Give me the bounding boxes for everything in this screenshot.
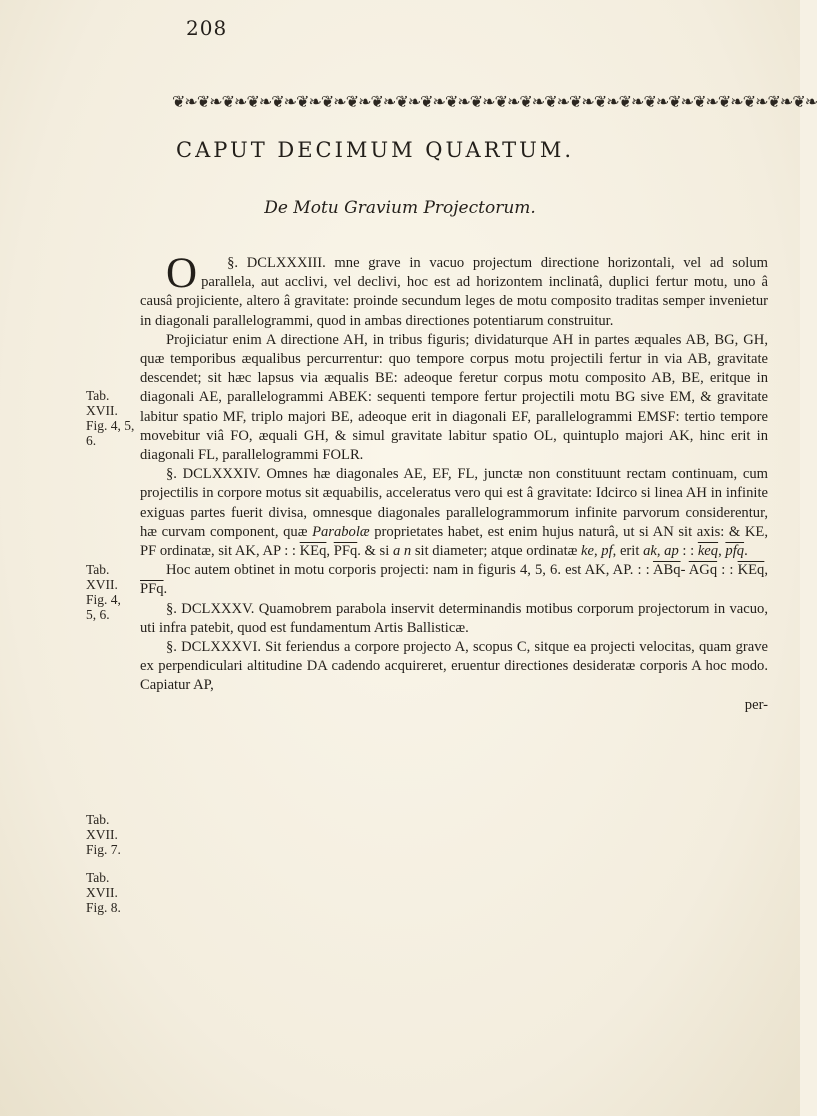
overlined-term: $\overline{PFq}$ <box>333 543 358 560</box>
overlined-term: $\overline{PFq}$ <box>140 581 164 598</box>
paragraph-text: Quamobrem parabola inservit determinandis motibus corporum projectorum in vacuo, uti infra patebit, quod est fundamentum Artis Ballisticæ. <box>140 600 768 636</box>
paragraph-text: , erit <box>612 543 640 560</box>
ornamental-headband: ❦❧❦❧❦❧❦❧❦❧❦❧❦❧❦❧❦❧❦❧❦❧❦❧❦❧❦❧❦❧❦❧❦❧❦❧❦❧❦❧❦❧❦❧❦❧❦❧❦❧❦❧ <box>172 92 817 111</box>
paragraph-685 <box>140 600 768 638</box>
margin-note-line: XVII. <box>86 577 118 592</box>
margin-note-fig-8 <box>86 870 138 915</box>
paragraph-683 <box>140 250 768 331</box>
paragraph-text: : : <box>682 543 695 560</box>
paragraph-text: Projiciatur enim A directione AH, in tribus figuris; dividaturque AH in partes æquales AB, BG, GH, quæ temporibus æqualibus percurrentur: quo tempore corpus motu projectili fertur in via AB, gravitate descendet; sit hæc lapsus via æqualis BE: adeoque feretur corpus motu composito AB, BE, eritque in diagonali AE, parallelogrammi ABEK: sequenti tempore fertur projectili motu BG sive EM, & gravitate labitur spatio MF, triplo majori BE, adeoque erit in diagonali EF, parallelogrammi EMSF: tertio tempore movebitur viâ FO, æquali GH, & simul gravitate labitur spatio OL, quintuplo majori AK, hinc erit in diagonali FL, parallelogrammi FOLR. <box>140 331 768 464</box>
paragraph-text: proprietates habet, est enim hujus naturâ, ut si AN sit axis: & KE, PF ordinatæ, sit AK, AP : : <box>140 523 768 560</box>
margin-note-line: 5, 6. <box>86 607 110 622</box>
margin-note-line: Fig. 8. <box>86 900 121 915</box>
emphasis: pf <box>601 543 613 560</box>
paragraph-684 <box>140 465 768 561</box>
drop-cap: O <box>166 250 198 297</box>
emphasis: a n <box>392 543 412 560</box>
separator: , <box>718 543 722 560</box>
chapter-title: CAPUT DECIMUM QUARTUM. <box>176 138 575 162</box>
overlined-term: $\overline{keq}$ <box>697 543 719 560</box>
overlined-term: $\overline{ABq}$ <box>652 562 681 579</box>
margin-note-fig-4-5-6 <box>86 388 138 448</box>
paragraph-684-continued <box>140 561 768 599</box>
paragraph-text: Hoc autem obtinet in motu corporis projecti: nam in figuris 4, 5, 6. est AK, AP. : : <box>166 562 650 579</box>
chapter-subtitle: De Motu Gravium Projectorum. <box>264 198 536 218</box>
separator: , <box>326 543 331 560</box>
paragraph-686 <box>140 638 768 696</box>
overlined-term: $\overline{KEq}$ <box>299 543 327 560</box>
overlined-term: $\overline{KEq}$ <box>737 562 765 579</box>
margin-note-fig-7 <box>86 812 138 857</box>
section-number: §. DCLXXXV. <box>166 600 255 617</box>
margin-note-line: Tab. <box>86 388 110 403</box>
paragraph-text: Sit feriendus a corpore projecto A, scopus C, sitque ea projecti velocitas, quam grave ex perpendiculari altitudine DA cadendo acquireret, eruentur directiones desideratæ corporis A hoc modo. Capiatur AP, <box>140 639 768 694</box>
paragraph-text: Omnes hæ diagonales AE, EF, FL, junctæ non constituunt rectam continuam, cum projectilis in corpore motus sit æquabilis, acceleratus vero qui est â gravitate: Idcirco si linea AH in infinite exiguas partes fuerit divisa, omnesque diagonales parallelogrammorum infinite parvorum considerentur, hæ curvam component, quæ <box>140 466 768 540</box>
margin-note-line: XVII. <box>86 827 118 842</box>
separator: , <box>656 543 661 560</box>
separator: , <box>593 543 598 560</box>
catchword: per- <box>744 696 768 713</box>
emphasis: ap <box>664 543 679 560</box>
separator: . <box>163 581 168 598</box>
margin-note-line: Tab. <box>86 562 110 577</box>
paragraph-text: . & si <box>357 543 390 560</box>
page-number: 208 <box>186 16 228 40</box>
paragraph-text: : : <box>721 562 734 579</box>
section-number: §. DCLXXXIV. <box>166 466 261 483</box>
catchword-line <box>140 696 768 715</box>
separator: , <box>764 562 768 579</box>
margin-note-line: Fig. 7. <box>86 842 121 857</box>
margin-note-line: 6. <box>86 433 97 448</box>
margin-note-line: Fig. 4, 5, <box>86 418 135 433</box>
section-number: §. DCLXXXIII. <box>227 255 326 271</box>
body-text <box>140 250 768 715</box>
emphasis: ke <box>581 543 594 560</box>
emphasis: Parabolæ <box>312 523 370 540</box>
margin-note-line: Fig. 4, <box>86 592 121 607</box>
overlined-term: $\overline{AGq}$ <box>688 562 718 579</box>
paragraph-text: mne grave in vacuo projectum directione horizontali, vel ad solum parallela, aut acclivi, vel declivi, hoc est ad horizontem inclinatâ, duplici fertur motu, uno â causâ projiciente, altero â gravitate: proinde secundum leges de motu composito traditas semper invenietur in diagonali parallelogrammi, quod in ambas directiones potentiarum construitur. <box>140 255 768 329</box>
margin-note-line: Tab. <box>86 812 110 827</box>
margin-note-line: Tab. <box>86 870 110 885</box>
overlined-term: $\overline{pfq}$ <box>725 543 745 560</box>
separator: - <box>680 562 686 579</box>
paragraph-text: sit diameter; atque ordinatæ <box>414 543 578 560</box>
margin-note-fig-4-5-6-b <box>86 562 138 622</box>
separator: . <box>744 543 748 560</box>
paragraph-683-continued <box>140 331 768 465</box>
margin-note-line: XVII. <box>86 885 118 900</box>
emphasis: ak <box>643 543 657 560</box>
section-number: §. DCLXXXVI. <box>166 639 261 656</box>
margin-note-line: XVII. <box>86 403 118 418</box>
